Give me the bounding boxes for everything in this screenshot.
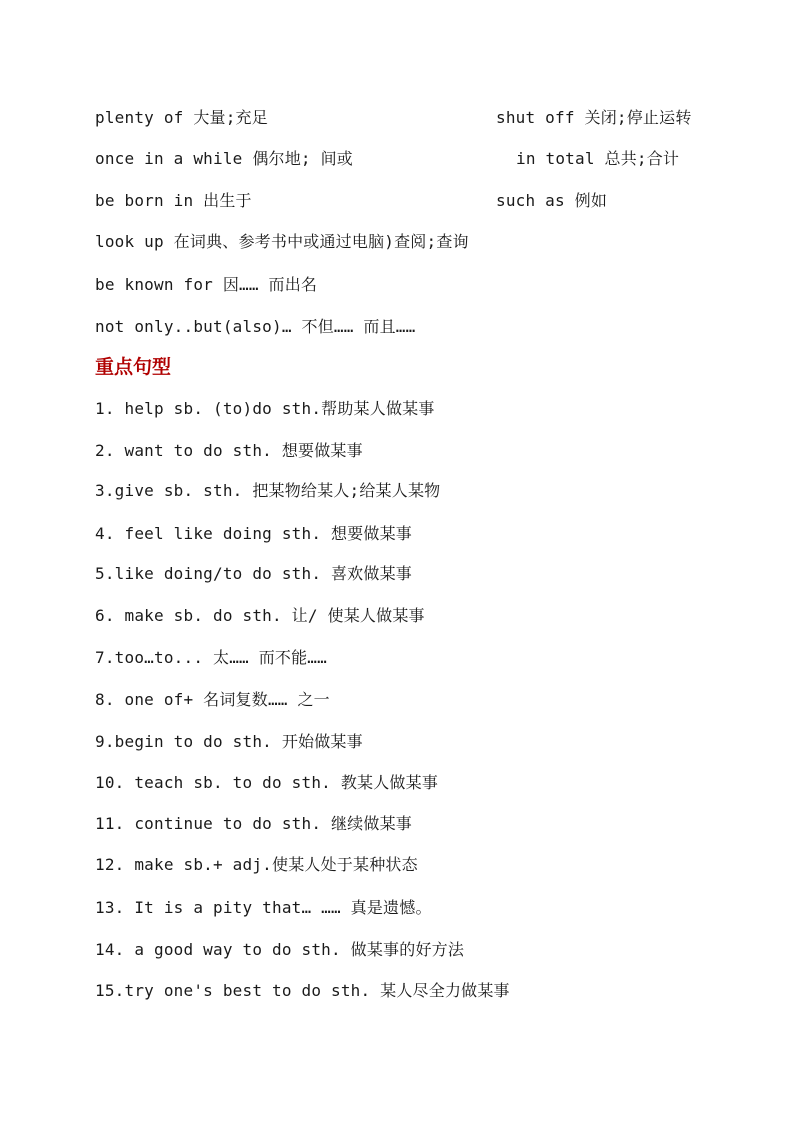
- phrase-line: plenty of 大量;充足: [95, 108, 268, 127]
- pattern-line: 13. It is a pity that… …… 真是遗憾。: [95, 898, 432, 917]
- pattern-line: 1. help sb. (to)do sth.帮助某人做某事: [95, 399, 435, 418]
- pattern-line: 11. continue to do sth. 继续做某事: [95, 814, 412, 833]
- phrase-line: be born in 出生于: [95, 191, 252, 210]
- pattern-line: 9.begin to do sth. 开始做某事: [95, 732, 363, 751]
- phrase-line: not only..but(also)… 不但…… 而且……: [95, 317, 416, 336]
- pattern-line: 15.try one's best to do sth. 某人尽全力做某事: [95, 981, 510, 1000]
- pattern-line: 5.like doing/to do sth. 喜欢做某事: [95, 564, 412, 583]
- phrase-line: such as 例如: [496, 191, 608, 210]
- pattern-line: 2. want to do sth. 想要做某事: [95, 441, 363, 460]
- pattern-line: 12. make sb.+ adj.使某人处于某种状态: [95, 855, 418, 874]
- section-title: 重点句型: [95, 356, 172, 378]
- pattern-line: 8. one of+ 名词复数…… 之一: [95, 690, 330, 709]
- phrase-line: once in a while 偶尔地; 间或: [95, 149, 353, 168]
- phrase-line: be known for 因…… 而出名: [95, 275, 318, 294]
- phrase-line: look up 在词典、参考书中或通过电脑)查阅;查询: [95, 232, 469, 251]
- pattern-line: 3.give sb. sth. 把某物给某人;给某人某物: [95, 481, 441, 500]
- pattern-line: 6. make sb. do sth. 让/ 使某人做某事: [95, 606, 425, 625]
- phrase-line: shut off 关闭;停止运转: [496, 108, 692, 127]
- pattern-line: 10. teach sb. to do sth. 教某人做某事: [95, 773, 439, 792]
- pattern-line: 4. feel like doing sth. 想要做某事: [95, 524, 412, 543]
- phrase-line: in total 总共;合计: [516, 149, 680, 168]
- pattern-line: 14. a good way to do sth. 做某事的好方法: [95, 940, 465, 959]
- pattern-line: 7.too…to... 太…… 而不能……: [95, 648, 327, 667]
